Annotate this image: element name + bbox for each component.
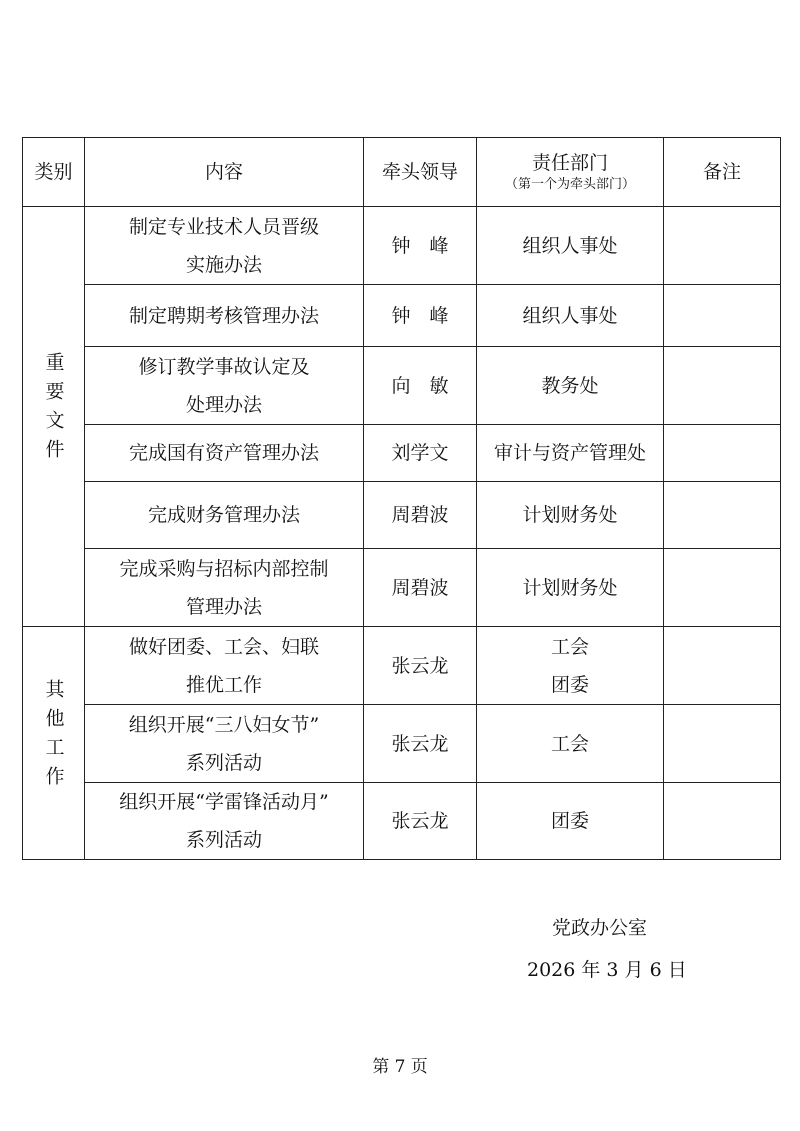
content-line: 完成采购与招标内部控制 [119, 557, 329, 580]
content-cell [85, 207, 364, 285]
dept-line: 教务处 [541, 374, 599, 397]
dept-line: 团委 [550, 810, 589, 832]
content-line: 修订教学事故认定及 [138, 355, 310, 378]
dept-cell [477, 627, 664, 705]
table-row [23, 549, 781, 627]
content-cell [85, 783, 364, 860]
remark-cell [664, 207, 781, 285]
content-line: 管理办法 [185, 595, 262, 618]
content-cell [85, 627, 364, 705]
content-cell [85, 285, 364, 347]
header-content: 内容 [85, 138, 364, 207]
table-row [23, 705, 781, 783]
table-row [23, 425, 781, 482]
header-leader: 牵头领导 [364, 138, 477, 207]
leader-cell: 张云龙 [364, 783, 477, 860]
table-row [23, 347, 781, 425]
content-cell [85, 482, 364, 549]
category-cell [23, 627, 85, 860]
table-row [23, 482, 781, 549]
content-cell [85, 425, 364, 482]
leader-cell: 钟 峰 [364, 285, 477, 347]
content-line: 推优工作 [185, 673, 262, 696]
dept-line: 组织人事处 [522, 304, 618, 327]
content-line: 处理办法 [185, 393, 262, 416]
table-row [23, 285, 781, 347]
signature-date: 2026 年 3 月 6 日 [527, 959, 687, 981]
category-label: 其他工作 [42, 678, 65, 795]
leader-cell: 刘学文 [364, 425, 477, 482]
dept-line: 审计与资产管理处 [493, 442, 646, 464]
content-line: 制定聘期考核管理办法 [128, 304, 319, 327]
header-dept-note: （第一个为牵头部门） [504, 177, 635, 192]
leader-cell: 周碧波 [364, 482, 477, 549]
remark-cell [664, 347, 781, 425]
table-header-row [23, 138, 781, 207]
dept-cell [477, 207, 664, 285]
remark-cell [664, 783, 781, 860]
header-dept-label: 责任部门 [531, 152, 608, 174]
content-line: 组织开展“三八妇女节” [128, 713, 320, 736]
content-line: 完成财务管理办法 [147, 504, 300, 526]
dept-cell [477, 549, 664, 627]
dept-cell [477, 482, 664, 549]
remark-cell [664, 425, 781, 482]
work-plan-table [22, 137, 781, 860]
content-line: 组织开展“学雷锋活动月” [119, 791, 329, 813]
remark-cell [664, 627, 781, 705]
content-cell [85, 705, 364, 783]
dept-line: 计划财务处 [522, 504, 618, 526]
dept-cell [477, 783, 664, 860]
leader-cell: 钟 峰 [364, 207, 477, 285]
signature-office: 党政办公室 [552, 917, 648, 939]
table-row [23, 627, 781, 705]
content-line: 做好团委、工会、妇联 [128, 635, 319, 658]
leader-cell: 张云龙 [364, 627, 477, 705]
remark-cell [664, 482, 781, 549]
content-line: 制定专业技术人员晋级 [128, 215, 319, 238]
dept-line: 组织人事处 [522, 234, 618, 257]
leader-cell: 周碧波 [364, 549, 477, 627]
category-label: 重要文件 [42, 352, 65, 468]
dept-line: 计划财务处 [522, 576, 618, 599]
header-dept [477, 138, 664, 207]
remark-cell [664, 549, 781, 627]
content-line: 系列活动 [185, 829, 262, 851]
content-line: 实施办法 [185, 253, 262, 276]
content-line: 系列活动 [185, 751, 262, 774]
dept-cell [477, 285, 664, 347]
dept-cell [477, 347, 664, 425]
leader-cell: 向 敏 [364, 347, 477, 425]
dept-cell [477, 705, 664, 783]
remark-cell [664, 705, 781, 783]
table-row [23, 783, 781, 860]
dept-line: 工会 [550, 635, 589, 658]
dept-cell [477, 425, 664, 482]
remark-cell [664, 285, 781, 347]
page-number: 第 7 页 [372, 1057, 428, 1077]
leader-cell: 张云龙 [364, 705, 477, 783]
content-line: 完成国有资产管理办法 [128, 442, 319, 464]
header-remark: 备注 [664, 138, 781, 207]
dept-line: 工会 [550, 732, 589, 755]
table-row [23, 207, 781, 285]
category-cell [23, 207, 85, 627]
content-cell [85, 347, 364, 425]
header-category: 类别 [23, 138, 85, 207]
dept-line: 团委 [550, 673, 589, 696]
content-cell [85, 549, 364, 627]
